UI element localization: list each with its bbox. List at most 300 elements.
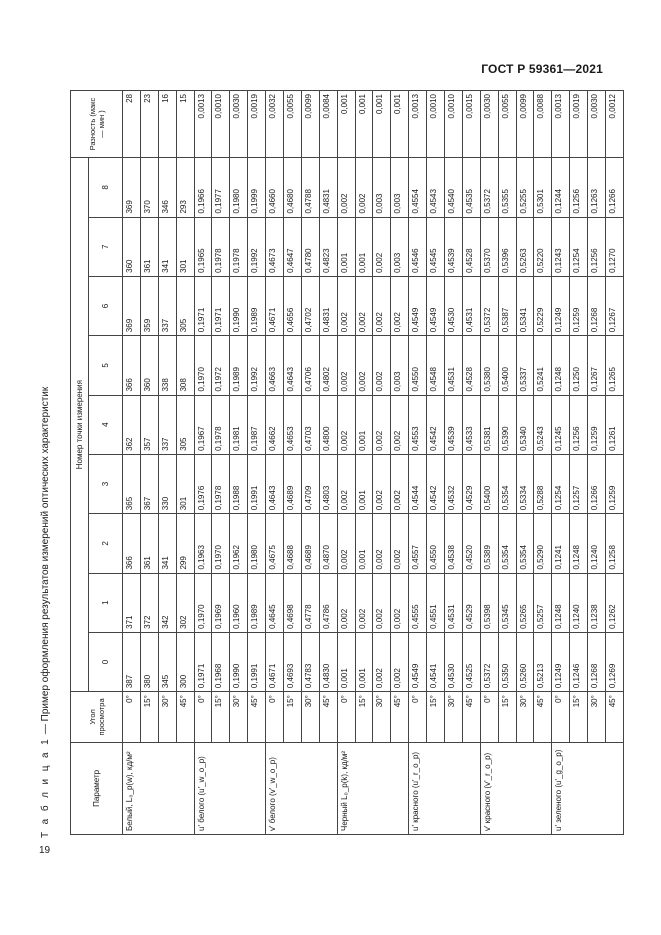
- value-cell: 0,001: [337, 632, 355, 691]
- difference-cell: 0,0015: [462, 91, 480, 158]
- angle-cell: 45°: [391, 692, 409, 743]
- value-cell: 0,002: [337, 454, 355, 513]
- difference-cell: 0,0013: [552, 91, 570, 158]
- value-cell: 0,1978: [212, 454, 230, 513]
- value-cell: 0,1980: [230, 158, 248, 217]
- value-cell: 0,4831: [319, 158, 337, 217]
- value-cell: 0,4788: [301, 158, 319, 217]
- value-cell: 341: [158, 514, 176, 573]
- value-cell: 0,5396: [498, 217, 516, 276]
- value-cell: 380: [140, 632, 158, 691]
- value-cell: 0,1969: [212, 573, 230, 632]
- angle-cell: 15°: [140, 692, 158, 743]
- difference-cell: 0,0088: [534, 91, 552, 158]
- header-point-5: 5: [89, 336, 123, 395]
- value-cell: 0,002: [355, 573, 373, 632]
- value-cell: 0,1991: [248, 454, 266, 513]
- value-cell: 299: [176, 514, 194, 573]
- value-cell: 0,1989: [248, 573, 266, 632]
- header-parameter: Параметр: [71, 742, 123, 834]
- value-cell: 0,4783: [301, 632, 319, 691]
- angle-cell: 0°: [480, 692, 498, 743]
- value-cell: 0,002: [373, 336, 391, 395]
- value-cell: 0,1246: [570, 632, 588, 691]
- value-cell: 0,1244: [552, 158, 570, 217]
- value-cell: 0,5355: [498, 158, 516, 217]
- table-caption-text: — Пример оформления результатов измерений оптических характеристик: [40, 386, 51, 737]
- value-cell: 0,4549: [427, 276, 445, 335]
- value-cell: 0,002: [391, 573, 409, 632]
- value-cell: 0,5263: [516, 217, 534, 276]
- value-cell: 338: [158, 336, 176, 395]
- value-cell: 0,1267: [606, 276, 624, 335]
- value-cell: 0,4550: [409, 336, 427, 395]
- table-row: [498, 91, 516, 835]
- value-cell: 0,5390: [498, 395, 516, 454]
- value-cell: 361: [140, 514, 158, 573]
- difference-cell: 0,0099: [516, 91, 534, 158]
- header-point-0: 0: [89, 632, 123, 691]
- angle-cell: 15°: [427, 692, 445, 743]
- value-cell: 366: [123, 336, 141, 395]
- value-cell: 0,1978: [212, 217, 230, 276]
- table-caption: [40, 387, 52, 838]
- value-cell: 0,1970: [194, 573, 212, 632]
- value-cell: 0,1248: [552, 336, 570, 395]
- value-cell: 0,5372: [480, 276, 498, 335]
- table-row: [445, 91, 463, 835]
- value-cell: 0,001: [337, 217, 355, 276]
- value-cell: 367: [140, 454, 158, 513]
- angle-cell: 45°: [606, 692, 624, 743]
- difference-cell: 16: [158, 91, 176, 158]
- value-cell: 0,4531: [445, 336, 463, 395]
- value-cell: 0,5387: [498, 276, 516, 335]
- value-cell: 0,1240: [570, 573, 588, 632]
- value-cell: 0,5340: [516, 395, 534, 454]
- header-points-group: Номер точки измерения: [71, 158, 89, 692]
- difference-cell: 0,0012: [606, 91, 624, 158]
- value-cell: 359: [140, 276, 158, 335]
- value-cell: 0,4528: [462, 217, 480, 276]
- table-row: [409, 91, 427, 835]
- value-cell: 0,4680: [284, 158, 302, 217]
- value-cell: 369: [123, 158, 141, 217]
- value-cell: 0,1962: [230, 514, 248, 573]
- table-row: [462, 91, 480, 835]
- value-cell: 0,1989: [230, 336, 248, 395]
- angle-cell: 30°: [301, 692, 319, 743]
- value-cell: 0,1257: [570, 454, 588, 513]
- value-cell: 0,1960: [230, 573, 248, 632]
- value-cell: 0,1259: [588, 395, 606, 454]
- value-cell: 0,001: [355, 395, 373, 454]
- table-row: [427, 91, 445, 835]
- value-cell: 0,1966: [194, 158, 212, 217]
- value-cell: 0,1965: [194, 217, 212, 276]
- measurement-table: [70, 90, 624, 835]
- value-cell: 0,5290: [534, 514, 552, 573]
- value-cell: 0,1971: [194, 632, 212, 691]
- table-row: [355, 91, 373, 835]
- difference-cell: 0,001: [373, 91, 391, 158]
- value-cell: 0,4800: [319, 395, 337, 454]
- value-cell: 0,5288: [534, 454, 552, 513]
- value-cell: 0,1992: [248, 336, 266, 395]
- value-cell: 342: [158, 573, 176, 632]
- value-cell: 0,4802: [319, 336, 337, 395]
- table-row: [337, 91, 355, 835]
- value-cell: 0,4663: [266, 336, 284, 395]
- difference-cell: 0,0030: [230, 91, 248, 158]
- value-cell: 0,5243: [534, 395, 552, 454]
- value-cell: 0,4698: [284, 573, 302, 632]
- value-cell: 0,5400: [480, 454, 498, 513]
- value-cell: 0,5354: [516, 514, 534, 573]
- value-cell: 0,1256: [588, 217, 606, 276]
- difference-cell: 23: [140, 91, 158, 158]
- value-cell: 0,5350: [498, 632, 516, 691]
- value-cell: 0,002: [337, 395, 355, 454]
- header-point-4: 4: [89, 395, 123, 454]
- value-cell: 0,1259: [606, 454, 624, 513]
- value-cell: 0,5381: [480, 395, 498, 454]
- difference-cell: 0,001: [391, 91, 409, 158]
- value-cell: 0,5354: [498, 454, 516, 513]
- value-cell: 0,5337: [516, 336, 534, 395]
- angle-cell: 15°: [212, 692, 230, 743]
- angle-cell: 15°: [498, 692, 516, 743]
- parameter-cell: Белый, L₀_p(w), кд/м²: [123, 742, 195, 834]
- value-cell: 346: [158, 158, 176, 217]
- angle-cell: 0°: [266, 692, 284, 743]
- parameter-cell: u' белого (u'_w_o_p): [194, 742, 266, 834]
- angle-cell: 45°: [176, 692, 194, 743]
- value-cell: 0,002: [391, 395, 409, 454]
- value-cell: 0,1259: [570, 276, 588, 335]
- value-cell: 387: [123, 632, 141, 691]
- value-cell: 0,1245: [552, 395, 570, 454]
- value-cell: 0,1977: [212, 158, 230, 217]
- value-cell: 0,4539: [445, 395, 463, 454]
- header-difference: Разность (макс — мин ): [71, 91, 123, 158]
- angle-cell: 45°: [534, 692, 552, 743]
- difference-cell: 28: [123, 91, 141, 158]
- value-cell: 0,002: [373, 276, 391, 335]
- value-cell: 0,4554: [409, 158, 427, 217]
- angle-cell: 30°: [230, 692, 248, 743]
- header-angle: Угол просмотра: [71, 692, 123, 743]
- table-row: [552, 91, 570, 835]
- value-cell: 0,1261: [606, 395, 624, 454]
- value-cell: 0,002: [337, 336, 355, 395]
- difference-cell: 15: [176, 91, 194, 158]
- value-cell: 0,002: [391, 276, 409, 335]
- page-number: 19: [39, 845, 51, 856]
- table-row: [212, 91, 230, 835]
- value-cell: 0,4671: [266, 276, 284, 335]
- value-cell: 0,1988: [230, 454, 248, 513]
- table-row: [123, 91, 141, 835]
- value-cell: 0,4528: [462, 336, 480, 395]
- angle-cell: 30°: [445, 692, 463, 743]
- value-cell: 0,4549: [409, 632, 427, 691]
- angle-cell: 0°: [552, 692, 570, 743]
- value-cell: 0,5265: [516, 573, 534, 632]
- value-cell: 0,5370: [480, 217, 498, 276]
- value-cell: 0,5301: [534, 158, 552, 217]
- value-cell: 0,1990: [230, 632, 248, 691]
- value-cell: 0,002: [391, 454, 409, 513]
- value-cell: 0,1268: [588, 276, 606, 335]
- value-cell: 0,002: [337, 158, 355, 217]
- value-cell: 0,4689: [284, 454, 302, 513]
- value-cell: 0,4703: [301, 395, 319, 454]
- value-cell: 0,5398: [480, 573, 498, 632]
- value-cell: 0,1248: [570, 514, 588, 573]
- value-cell: 0,4542: [427, 395, 445, 454]
- value-cell: 0,002: [391, 632, 409, 691]
- table-row: [480, 91, 498, 835]
- rotated-table-wrapper: [70, 90, 623, 835]
- value-cell: 0,1972: [212, 336, 230, 395]
- table-caption-label: Т а б л и ц а 1: [40, 736, 51, 838]
- value-cell: 0,4533: [462, 395, 480, 454]
- value-cell: 0,4530: [445, 632, 463, 691]
- value-cell: 0,4780: [301, 217, 319, 276]
- angle-cell: 0°: [409, 692, 427, 743]
- value-cell: 0,1249: [552, 276, 570, 335]
- header-point-1: 1: [89, 573, 123, 632]
- value-cell: 0,1978: [230, 217, 248, 276]
- value-cell: 0,1265: [606, 336, 624, 395]
- table-row: [391, 91, 409, 835]
- value-cell: 0,5260: [516, 632, 534, 691]
- angle-cell: 15°: [355, 692, 373, 743]
- value-cell: 0,002: [355, 276, 373, 335]
- table-row: [588, 91, 606, 835]
- value-cell: 0,002: [373, 632, 391, 691]
- value-cell: 305: [176, 395, 194, 454]
- value-cell: 0,4675: [266, 514, 284, 573]
- value-cell: 0,1248: [552, 573, 570, 632]
- value-cell: 0,1269: [606, 632, 624, 691]
- value-cell: 0,1258: [606, 514, 624, 573]
- table-row: [230, 91, 248, 835]
- angle-cell: 45°: [248, 692, 266, 743]
- value-cell: 0,4688: [284, 514, 302, 573]
- parameter-cell: v' белого (v'_w_o_p): [266, 742, 338, 834]
- table-row: [248, 91, 266, 835]
- angle-cell: 45°: [319, 692, 337, 743]
- value-cell: 0,4553: [409, 395, 427, 454]
- value-cell: 0,4538: [445, 514, 463, 573]
- value-cell: 300: [176, 632, 194, 691]
- difference-cell: 0,0055: [498, 91, 516, 158]
- value-cell: 366: [123, 514, 141, 573]
- value-cell: 345: [158, 632, 176, 691]
- difference-cell: 0,0010: [212, 91, 230, 158]
- table-row: [194, 91, 212, 835]
- difference-cell: 0,0010: [445, 91, 463, 158]
- table-row: [140, 91, 158, 835]
- angle-cell: 0°: [337, 692, 355, 743]
- value-cell: 0,5345: [498, 573, 516, 632]
- angle-cell: 30°: [516, 692, 534, 743]
- difference-cell: 0,0019: [248, 91, 266, 158]
- value-cell: 0,4535: [462, 158, 480, 217]
- value-cell: 0,4693: [284, 632, 302, 691]
- value-cell: 0,5372: [480, 158, 498, 217]
- value-cell: 0,001: [355, 454, 373, 513]
- value-cell: 0,4673: [266, 217, 284, 276]
- angle-cell: 30°: [588, 692, 606, 743]
- value-cell: 0,1250: [570, 336, 588, 395]
- difference-cell: 0,001: [355, 91, 373, 158]
- value-cell: 0,002: [373, 573, 391, 632]
- value-cell: 0,002: [391, 514, 409, 573]
- value-cell: 0,5241: [534, 336, 552, 395]
- value-cell: 0,1256: [570, 158, 588, 217]
- value-cell: 0,4543: [427, 158, 445, 217]
- value-cell: 0,1970: [212, 514, 230, 573]
- difference-cell: 0,0030: [588, 91, 606, 158]
- table-row: [319, 91, 337, 835]
- value-cell: 0,4531: [462, 276, 480, 335]
- header-point-6: 6: [89, 276, 123, 335]
- value-cell: 0,4548: [427, 336, 445, 395]
- value-cell: 0,4671: [266, 632, 284, 691]
- value-cell: 0,1971: [212, 276, 230, 335]
- header-point-2: 2: [89, 514, 123, 573]
- value-cell: 0,001: [355, 514, 373, 573]
- value-cell: 0,4647: [284, 217, 302, 276]
- table-row: [158, 91, 176, 835]
- table-row: [266, 91, 284, 835]
- value-cell: 0,1967: [194, 395, 212, 454]
- standard-header: ГОСТ Р 59361—2021: [481, 62, 603, 76]
- angle-cell: 15°: [284, 692, 302, 743]
- value-cell: 0,1992: [248, 217, 266, 276]
- value-cell: 365: [123, 454, 141, 513]
- value-cell: 357: [140, 395, 158, 454]
- angle-cell: 15°: [570, 692, 588, 743]
- value-cell: 0,4545: [427, 217, 445, 276]
- value-cell: 0,4544: [409, 454, 427, 513]
- value-cell: 301: [176, 217, 194, 276]
- value-cell: 0,002: [373, 514, 391, 573]
- parameter-cell: Черный L₀_p(k), кд/м²: [337, 742, 409, 834]
- value-cell: 0,4550: [427, 514, 445, 573]
- value-cell: 0,5354: [498, 514, 516, 573]
- table-row: [516, 91, 534, 835]
- value-cell: 0,5341: [516, 276, 534, 335]
- value-cell: 0,4525: [462, 632, 480, 691]
- value-cell: 0,5372: [480, 632, 498, 691]
- value-cell: 360: [123, 217, 141, 276]
- value-cell: 0,4830: [319, 632, 337, 691]
- value-cell: 293: [176, 158, 194, 217]
- value-cell: 0,4831: [319, 276, 337, 335]
- value-cell: 0,003: [391, 336, 409, 395]
- value-cell: 0,4778: [301, 573, 319, 632]
- value-cell: 0,002: [337, 573, 355, 632]
- value-cell: 0,4551: [427, 573, 445, 632]
- difference-cell: 0,0030: [480, 91, 498, 158]
- value-cell: 0,1249: [552, 632, 570, 691]
- value-cell: 360: [140, 336, 158, 395]
- value-cell: 0,4870: [319, 514, 337, 573]
- value-cell: 0,4706: [301, 336, 319, 395]
- value-cell: 0,1976: [194, 454, 212, 513]
- value-cell: 0,1968: [212, 632, 230, 691]
- value-cell: 0,001: [355, 632, 373, 691]
- value-cell: 0,1963: [194, 514, 212, 573]
- value-cell: 305: [176, 276, 194, 335]
- difference-cell: 0,0084: [319, 91, 337, 158]
- angle-cell: 30°: [158, 692, 176, 743]
- value-cell: 0,4786: [319, 573, 337, 632]
- value-cell: 0,4656: [284, 276, 302, 335]
- value-cell: 0,4555: [409, 573, 427, 632]
- value-cell: 0,4702: [301, 276, 319, 335]
- value-cell: 0,4542: [427, 454, 445, 513]
- value-cell: 0,4662: [266, 395, 284, 454]
- header-point-8: 8: [89, 158, 123, 217]
- value-cell: 0,002: [337, 276, 355, 335]
- difference-cell: 0,0032: [266, 91, 284, 158]
- value-cell: 0,4529: [462, 573, 480, 632]
- value-cell: 0,1990: [230, 276, 248, 335]
- value-cell: 0,1256: [570, 395, 588, 454]
- value-cell: 0,4643: [266, 454, 284, 513]
- value-cell: 0,1262: [606, 573, 624, 632]
- value-cell: 0,1978: [212, 395, 230, 454]
- header-point-7: 7: [89, 217, 123, 276]
- value-cell: 0,4689: [301, 514, 319, 573]
- value-cell: 362: [123, 395, 141, 454]
- value-cell: 0,003: [373, 158, 391, 217]
- value-cell: 0,4643: [284, 336, 302, 395]
- value-cell: 0,4541: [427, 632, 445, 691]
- value-cell: 0,5334: [516, 454, 534, 513]
- value-cell: 0,1981: [230, 395, 248, 454]
- value-cell: 0,1263: [588, 158, 606, 217]
- value-cell: 302: [176, 573, 194, 632]
- value-cell: 0,1266: [606, 158, 624, 217]
- angle-cell: 0°: [194, 692, 212, 743]
- value-cell: 0,5400: [498, 336, 516, 395]
- angle-cell: 45°: [462, 692, 480, 743]
- value-cell: 0,1241: [552, 514, 570, 573]
- value-cell: 341: [158, 217, 176, 276]
- table-row: [301, 91, 319, 835]
- value-cell: 301: [176, 454, 194, 513]
- value-cell: 371: [123, 573, 141, 632]
- value-cell: 0,4823: [319, 217, 337, 276]
- table-row: [373, 91, 391, 835]
- value-cell: 0,1266: [588, 454, 606, 513]
- value-cell: 0,1971: [194, 276, 212, 335]
- value-cell: 0,001: [355, 217, 373, 276]
- value-cell: 0,4539: [445, 217, 463, 276]
- table-body: [123, 91, 624, 835]
- value-cell: 0,1980: [248, 514, 266, 573]
- value-cell: 0,1987: [248, 395, 266, 454]
- value-cell: 330: [158, 454, 176, 513]
- value-cell: 0,4557: [409, 514, 427, 573]
- table-row: [606, 91, 624, 835]
